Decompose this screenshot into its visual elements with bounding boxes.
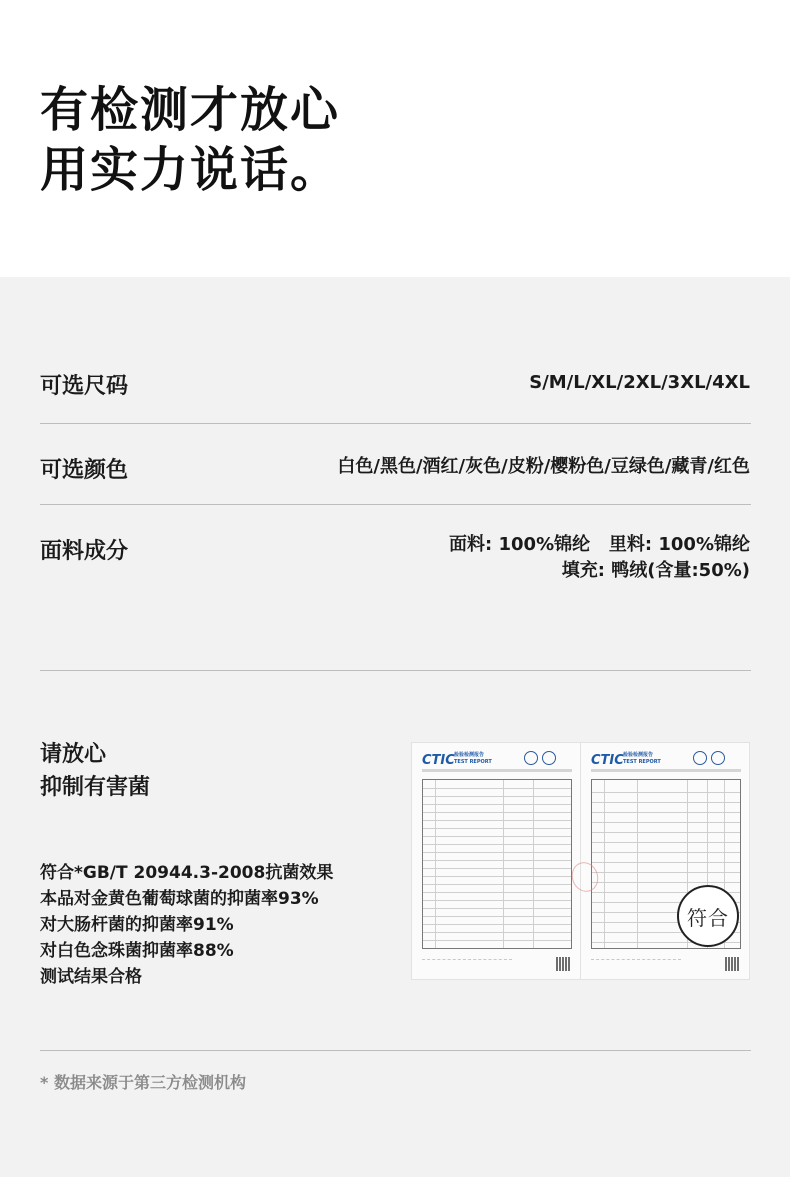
fabric-value-line2: 填充: 鸭绒(含量:50%)	[561, 560, 750, 581]
report-meta	[422, 769, 572, 772]
divider	[40, 1050, 751, 1051]
divider	[40, 504, 751, 505]
report-header	[454, 752, 492, 766]
report-header-en: TEST REPORT	[623, 759, 661, 765]
antibacterial-description	[40, 860, 333, 990]
report-header-cn: 检验检测报告	[623, 752, 654, 758]
fabric-label: 面料成分	[40, 539, 129, 564]
antibacterial-desc-line: 本品对金黄色葡萄球菌的抑菌率93%	[40, 889, 319, 909]
size-value: S/M/L/XL/2XL/3XL/4XL	[529, 372, 750, 393]
report-logo: CTIC	[591, 753, 624, 768]
size-label: 可选尺码	[40, 374, 129, 399]
qr-code-icon	[556, 957, 570, 971]
report-meta	[591, 769, 741, 772]
report-header	[623, 752, 661, 766]
fabric-value	[449, 532, 750, 584]
fabric-value-line1: 面料: 100%锦纶 里料: 100%锦纶	[449, 534, 750, 555]
antibacterial-desc-line: 对大肠杆菌的抑菌率91%	[40, 915, 234, 935]
test-report-page-2	[580, 742, 750, 980]
certification-seal-icon	[693, 751, 707, 765]
report-header-en: TEST REPORT	[454, 759, 492, 765]
divider	[40, 423, 751, 424]
antibacterial-title-line2: 抑制有害菌	[40, 775, 151, 800]
report-table	[422, 779, 572, 949]
report-header-cn: 检验检测报告	[454, 752, 485, 758]
hero-headline-line1: 有检测才放心	[40, 82, 341, 138]
test-report-page-1	[411, 742, 581, 980]
hero-section	[0, 0, 790, 277]
report-footer	[591, 959, 681, 971]
antibacterial-desc-line: 符合*GB/T 20944.3-2008抗菌效果	[40, 863, 334, 883]
antibacterial-desc-line: 测试结果合格	[40, 967, 142, 987]
color-value: 白色/黑色/酒红/灰色/皮粉/樱粉色/豆绿色/藏青/红色	[337, 456, 750, 477]
hero-headline-line2: 用实力说话。	[40, 142, 341, 198]
certification-seal-icon	[711, 751, 725, 765]
report-footer	[422, 959, 512, 971]
qr-code-icon	[725, 957, 739, 971]
certification-seal-icon	[524, 751, 538, 765]
report-logo: CTIC	[422, 753, 455, 768]
divider	[40, 670, 751, 671]
certification-seal-icon	[542, 751, 556, 765]
color-label: 可选颜色	[40, 458, 129, 483]
antibacterial-title	[40, 738, 150, 804]
compliance-badge: 符合	[677, 885, 739, 947]
antibacterial-desc-line: 对白色念珠菌抑菌率88%	[40, 941, 234, 961]
data-source-footnote: * 数据来源于第三方检测机构	[40, 1073, 246, 1092]
antibacterial-title-line1: 请放心	[40, 742, 107, 767]
